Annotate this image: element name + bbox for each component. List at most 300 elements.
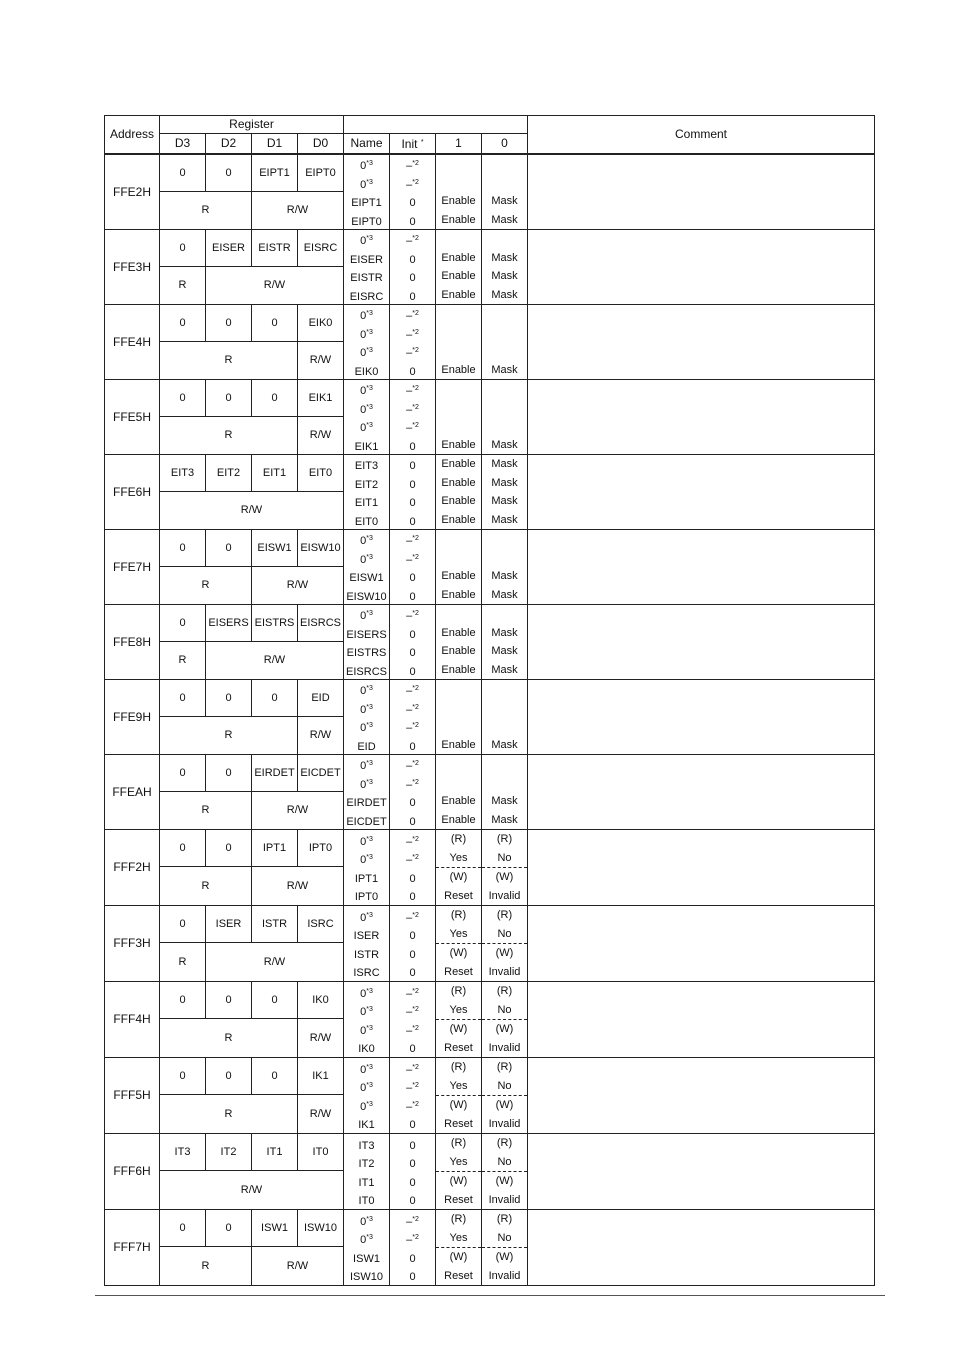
state-zero: Mask [491, 813, 518, 826]
bit-name: EISW10 [346, 590, 387, 603]
state-zero: (R) [496, 1061, 513, 1073]
zero-line [482, 1248, 527, 1267]
note-mark: *3 [366, 987, 373, 995]
init-line [390, 925, 435, 944]
bit-name: 0 [360, 328, 367, 341]
register-row [105, 982, 875, 1019]
init-line [390, 305, 435, 324]
init-value: 0 [409, 628, 416, 641]
name-line [344, 211, 389, 230]
column-init [390, 380, 436, 455]
state-one: Enable [441, 476, 476, 489]
one-line [436, 455, 481, 474]
name-line [344, 192, 389, 211]
name-line [344, 155, 389, 174]
init-line [390, 380, 435, 399]
name-line [344, 1172, 389, 1191]
one-line [436, 1020, 481, 1039]
zero-line [482, 1039, 527, 1058]
bit-cell: 0 [160, 230, 206, 267]
name-line [344, 868, 389, 887]
address-cell: FFF2H [105, 830, 160, 906]
comment-cell [528, 380, 875, 455]
note-mark: *3 [366, 310, 373, 317]
one-line [436, 567, 481, 586]
comment-cell [528, 982, 875, 1058]
name-line [344, 699, 389, 718]
init-value: – [406, 1063, 413, 1076]
name-line [344, 1038, 389, 1057]
register-row [105, 230, 875, 267]
state-zero: Mask [491, 645, 518, 657]
one-line [436, 849, 481, 869]
name-line [344, 1114, 389, 1133]
column-init [390, 982, 436, 1058]
state-one: Enable [441, 458, 476, 470]
access-cell: R [160, 342, 298, 380]
note-mark: *2 [412, 1234, 419, 1241]
bit-cell: 0 [252, 680, 298, 717]
address-cell: FFF4H [105, 982, 160, 1058]
note-mark: *3 [366, 722, 373, 729]
zero-line [482, 342, 527, 361]
init-value: – [406, 328, 413, 341]
init-value: 0 [409, 1252, 416, 1265]
state-zero: Mask [491, 570, 518, 582]
init-line [390, 549, 435, 568]
note-mark: *3 [366, 553, 373, 561]
zero-line [482, 549, 527, 568]
note-mark: *2 [412, 911, 419, 919]
access-cell: R [160, 642, 206, 680]
note-mark: *2 [412, 722, 419, 729]
name-line [344, 586, 389, 605]
init-line [390, 792, 435, 811]
init-value: – [406, 1234, 413, 1246]
bit-cell: 0 [160, 755, 206, 792]
one-line [436, 305, 481, 324]
note-mark: *3 [366, 703, 373, 711]
name-line [344, 399, 389, 418]
init-line [390, 1172, 435, 1191]
bit-cell: EICDET [298, 755, 344, 792]
name-line [344, 324, 389, 343]
init-line [390, 736, 435, 755]
name-line [344, 1190, 389, 1209]
column-one [436, 154, 482, 230]
init-line [390, 831, 435, 850]
one-line [436, 1191, 481, 1210]
column-zero [482, 530, 528, 605]
init-line [390, 249, 435, 268]
state-one: Enable [441, 438, 476, 451]
zero-line [482, 811, 527, 830]
zero-line [482, 155, 527, 174]
one-line [436, 1210, 481, 1229]
note-mark: *3 [366, 422, 373, 429]
zero-line [482, 605, 527, 624]
bit-name: EIK0 [354, 365, 379, 378]
zero-line [482, 717, 527, 736]
note-mark: *2 [412, 1063, 419, 1071]
init-line [390, 342, 435, 361]
name-line [344, 661, 389, 680]
column-one [436, 1210, 482, 1286]
zero-line [482, 324, 527, 343]
one-line [436, 417, 481, 436]
state-zero: (R) [496, 833, 513, 845]
state-zero: No [497, 851, 512, 864]
one-line [436, 342, 481, 361]
name-line [344, 455, 389, 474]
comment-cell [528, 605, 875, 680]
state-one: (R) [450, 833, 467, 845]
column-zero [482, 906, 528, 982]
bit-name: EISTR [350, 272, 383, 284]
address-cell: FFE2H [105, 154, 160, 230]
init-value: – [406, 403, 413, 416]
name-line [344, 174, 389, 193]
name-line [344, 1096, 389, 1115]
bit-name: 0 [360, 1063, 367, 1076]
name-line [344, 849, 389, 868]
note-mark: *2 [412, 385, 419, 392]
column-init [390, 1210, 436, 1286]
name-line [344, 305, 389, 324]
init-line [390, 1096, 435, 1115]
zero-line [482, 361, 527, 380]
bit-name: 0 [360, 178, 367, 191]
bit-name: EID [357, 740, 376, 753]
one-line [436, 736, 481, 755]
init-line [390, 417, 435, 436]
access-cell: R/W [206, 943, 344, 982]
one-line [436, 680, 481, 699]
one-line [436, 605, 481, 624]
access-cell: R [160, 943, 206, 982]
comment-cell [528, 680, 875, 755]
zero-line [482, 192, 527, 211]
note-mark: *3 [366, 328, 373, 336]
one-line [436, 249, 481, 268]
init-line [390, 1114, 435, 1133]
bit-name: 0 [360, 854, 367, 866]
column-zero [482, 455, 528, 530]
column-one [436, 305, 482, 380]
bit-name: IT0 [358, 1195, 375, 1207]
zero-line [482, 474, 527, 493]
column-zero [482, 154, 528, 230]
init-value: 0 [409, 740, 416, 753]
note-mark: *2 [412, 160, 419, 167]
column-init [390, 230, 436, 305]
comment-cell [528, 1058, 875, 1134]
name-line [344, 792, 389, 811]
state-zero: Mask [491, 251, 518, 264]
access-cell: R/W [206, 267, 344, 305]
zero-line [482, 1229, 527, 1249]
register-row [105, 455, 875, 492]
bit-name: 0 [360, 160, 367, 172]
init-line [390, 286, 435, 305]
bit-cell: 0 [160, 154, 206, 192]
bit-name: EISRC [349, 290, 384, 303]
init-line [390, 886, 435, 905]
access-cell: R/W [298, 717, 344, 755]
state-one: Reset [444, 1041, 473, 1054]
column-zero [482, 680, 528, 755]
header-address: Address [105, 116, 160, 155]
column-init [390, 1058, 436, 1134]
name-line [344, 831, 389, 850]
name-line [344, 342, 389, 361]
init-value: 0 [409, 647, 416, 659]
column-zero [482, 982, 528, 1058]
note-mark: *3 [366, 347, 373, 354]
zero-line [482, 436, 527, 455]
zero-line [482, 305, 527, 324]
access-cell: R/W [160, 1171, 344, 1210]
column-name [344, 380, 390, 455]
column-name [344, 1058, 390, 1134]
one-line [436, 774, 481, 793]
state-one: Enable [441, 645, 476, 657]
column-init [390, 305, 436, 380]
state-one: Yes [449, 927, 468, 940]
column-one [436, 605, 482, 680]
register-row [105, 830, 875, 867]
init-value: 0 [409, 891, 416, 903]
note-mark: *3 [366, 1082, 373, 1089]
column-name [344, 455, 390, 530]
bit-cell: 0 [160, 982, 206, 1019]
state-one: Enable [441, 195, 476, 207]
note-mark: *2 [412, 178, 419, 186]
state-zero: (R) [496, 1213, 513, 1225]
zero-line [482, 1191, 527, 1210]
init-value: 0 [409, 1158, 416, 1170]
header-one: 1 [436, 134, 482, 155]
init-line [390, 774, 435, 793]
init-line [390, 1190, 435, 1209]
column-init [390, 1134, 436, 1210]
name-line [344, 249, 389, 268]
column-name [344, 230, 390, 305]
note-mark: *2 [412, 328, 419, 336]
bit-cell: ISTR [252, 906, 298, 943]
access-cell: R [160, 1247, 252, 1286]
state-zero: (R) [496, 985, 513, 997]
address-cell: FFF7H [105, 1210, 160, 1286]
state-one: (W) [449, 871, 468, 883]
header-zero: 0 [482, 134, 528, 155]
init-value: – [406, 385, 413, 397]
name-line [344, 417, 389, 436]
state-one: Yes [449, 1155, 468, 1168]
access-cell: R [160, 1019, 298, 1058]
init-line [390, 680, 435, 699]
column-one [436, 230, 482, 305]
address-cell: FFE5H [105, 380, 160, 455]
column-init [390, 455, 436, 530]
one-line [436, 792, 481, 811]
column-name [344, 154, 390, 230]
init-value: 0 [409, 1176, 416, 1189]
state-zero: No [497, 927, 512, 940]
zero-line [482, 286, 527, 305]
name-line [344, 1153, 389, 1172]
init-line [390, 455, 435, 474]
state-one: (W) [449, 1175, 468, 1187]
column-zero [482, 305, 528, 380]
zero-line [482, 849, 527, 869]
init-line [390, 1059, 435, 1078]
init-line [390, 1229, 435, 1248]
name-line [344, 1248, 389, 1267]
state-zero: Invalid [488, 1269, 521, 1282]
zero-line [482, 755, 527, 774]
one-line [436, 1172, 481, 1191]
init-value: – [406, 987, 413, 1000]
access-cell: R [160, 717, 298, 755]
name-line [344, 736, 389, 755]
init-line [390, 605, 435, 624]
bit-cell: 0 [206, 1210, 252, 1247]
one-line [436, 830, 481, 849]
init-value: – [406, 778, 413, 791]
name-line [344, 944, 389, 963]
bit-cell: EISRCS [298, 605, 344, 642]
state-one: Enable [441, 513, 476, 526]
state-zero: Invalid [488, 889, 521, 902]
comment-cell [528, 154, 875, 230]
name-line [344, 983, 389, 1002]
init-value: 0 [409, 967, 416, 979]
bit-name: 0 [360, 422, 367, 434]
init-line [390, 174, 435, 193]
bit-cell: 0 [252, 982, 298, 1019]
bit-name: 0 [360, 347, 367, 359]
state-zero: Mask [491, 476, 518, 489]
comment-cell [528, 830, 875, 906]
one-line [436, 1229, 481, 1249]
bit-cell: 0 [206, 380, 252, 417]
zero-line [482, 267, 527, 286]
column-init [390, 830, 436, 906]
bit-cell: EIRDET [252, 755, 298, 792]
bit-name: EIPT0 [351, 215, 382, 228]
bit-name: EISERS [346, 628, 387, 641]
zero-line [482, 455, 527, 474]
register-row [105, 305, 875, 342]
column-name [344, 830, 390, 906]
note-mark: *3 [366, 403, 373, 411]
note-mark: *3 [366, 535, 373, 542]
one-line [436, 1077, 481, 1097]
init-value: 0 [409, 197, 416, 209]
note-mark: *2 [412, 1100, 419, 1108]
column-zero [482, 380, 528, 455]
state-zero: Mask [491, 458, 518, 470]
note-mark: *3 [366, 778, 373, 786]
state-one: (W) [449, 947, 468, 959]
bit-cell: EIT0 [298, 455, 344, 492]
state-one: Yes [449, 1231, 468, 1244]
bit-cell: 0 [160, 1058, 206, 1095]
name-line [344, 605, 389, 624]
name-line [344, 1229, 389, 1248]
address-cell: FFF3H [105, 906, 160, 982]
zero-line [482, 830, 527, 849]
bit-cell: IT1 [252, 1134, 298, 1171]
init-value: – [406, 535, 413, 547]
header-d2: D2 [206, 134, 252, 155]
state-one: Enable [441, 570, 476, 582]
address-cell: FFF5H [105, 1058, 160, 1134]
bit-name: 0 [360, 1006, 367, 1018]
access-cell: R/W [298, 417, 344, 455]
note-mark: *3 [366, 610, 373, 617]
comment-cell [528, 906, 875, 982]
name-line [344, 474, 389, 493]
init-value: – [406, 235, 413, 247]
zero-line [482, 492, 527, 511]
init-value: – [406, 911, 413, 924]
zero-line [482, 774, 527, 793]
one-line [436, 1248, 481, 1267]
register-row [105, 1134, 875, 1171]
state-zero: (W) [495, 1175, 514, 1187]
state-one: (W) [449, 1023, 468, 1035]
bit-cell: ISW1 [252, 1210, 298, 1247]
header-init [390, 134, 436, 155]
bit-cell: EISW10 [298, 530, 344, 567]
note-mark: *2 [412, 1082, 419, 1089]
init-line [390, 586, 435, 605]
zero-line [482, 417, 527, 436]
zero-line [482, 680, 527, 699]
one-line [436, 642, 481, 661]
state-one: Yes [449, 1079, 468, 1092]
column-init [390, 154, 436, 230]
note-mark: *2 [412, 347, 419, 354]
bit-cell: EISW1 [252, 530, 298, 567]
state-zero: (R) [496, 1137, 513, 1149]
access-cell: R [160, 867, 252, 906]
address-cell: FFF6H [105, 1134, 160, 1210]
zero-line [482, 586, 527, 605]
one-line [436, 324, 481, 343]
note-mark: *2 [412, 987, 419, 995]
column-one [436, 680, 482, 755]
column-zero [482, 230, 528, 305]
note-mark: *2 [412, 1006, 419, 1013]
init-line [390, 361, 435, 380]
init-value: 0 [409, 590, 416, 603]
init-line [390, 1266, 435, 1285]
note-mark: *2 [412, 760, 419, 767]
bit-cell: 0 [252, 380, 298, 417]
zero-line [482, 1134, 527, 1153]
init-line [390, 1135, 435, 1154]
name-line [344, 567, 389, 586]
column-name [344, 982, 390, 1058]
zero-line [482, 1115, 527, 1134]
address-cell: FFE9H [105, 680, 160, 755]
init-value: 0 [409, 440, 416, 453]
column-one [436, 380, 482, 455]
zero-line [482, 1210, 527, 1229]
